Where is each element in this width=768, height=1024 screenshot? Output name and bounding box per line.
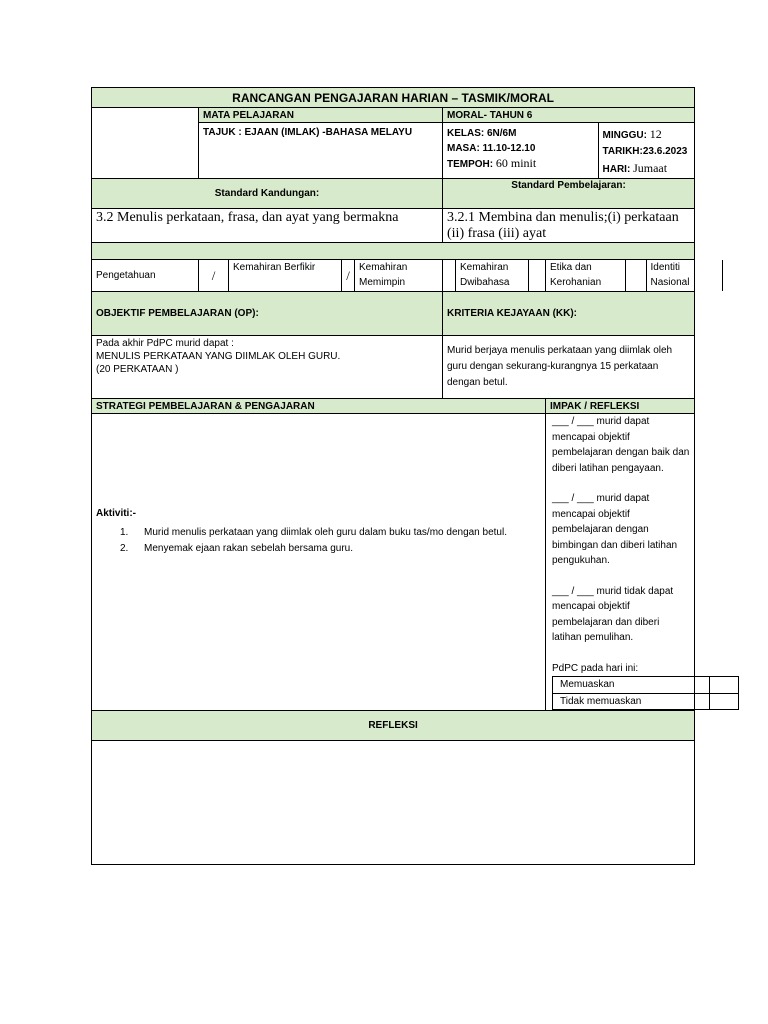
standard-pembelajaran-text: 3.2.1 Membina dan menulis;(i) perkataan (ii) frasa (iii) ayat [443,209,695,243]
masa: MASA: 11.10-12.10 [447,143,536,154]
aktiviti-label: Aktiviti:- [96,508,136,519]
aktiviti-item: 1. Murid menulis perkataan yang diimlak oleh guru dalam buku tas/mo dengan betul. [120,527,507,538]
skill-etika-kerohanian: Etika dan Kerohanian [546,260,625,291]
skill-kemahiran-berfikir: Kemahiran Berfikir [229,260,342,292]
skill-pengetahuan: Pengetahuan [92,260,199,292]
op-line-1: Pada akhir PdPC murid dapat : [96,338,234,349]
skill-kemahiran-memimpin: Kemahiran Memimpin [355,260,443,292]
minggu-label: MINGGU: [602,130,647,141]
strategi-label: STRATEGI PEMBELAJARAN & PENGAJARAN [92,399,546,414]
objektif-label: OBJEKTIF PEMBELAJARAN (OP): [92,292,443,336]
tempoh-label: TEMPOH: [447,159,494,170]
rph-form [91,87,694,865]
option-tidak-memuaskan: Tidak memuaskan [553,693,710,710]
skill-mark-pengetahuan: / [199,260,229,292]
impak-label: IMPAK / REFLEKSI [546,399,695,414]
kriteria-label: KRITERIA KEJAYAAN (KK): [443,292,695,336]
option-memuaskan: Memuaskan [553,677,710,694]
tarikh: TARIKH:23.6.2023 [602,146,688,157]
skill-mark-dwibahasa [528,260,545,291]
aktiviti-list [96,525,541,557]
refleksi-label: REFLEKSI [92,711,695,741]
tajuk: TAJUK : EJAAN (IMLAK) -BAHASA MELAYU [199,123,443,179]
aktiviti-item: 2. Menyemak ejaan rakan sebelah bersama guru. [120,543,354,554]
standard-kandungan-text: 3.2 Menulis perkataan, frasa, dan ayat yang bermakna [92,209,443,243]
op-line-3: (20 PERKATAAN ) [96,364,179,375]
pdpc-options [552,676,739,710]
standard-pembelajaran-label: Standard Pembelajaran: [443,179,695,209]
kelas: KELAS: 6N/6M [447,128,517,139]
standard-kandungan-label: Standard Kandungan: [92,179,443,209]
impak-bimbingan: ___ / ___ murid dapat mencapai objektif pembelajaran dengan bimbingan dan diberi latihan pengukuhan. [552,493,678,566]
op-line-2: MENULIS PERKATAAN YANG DIIMLAK OLEH GURU. [96,351,341,362]
refleksi-box[interactable] [92,741,695,865]
minggu-value: 12 [649,127,662,141]
kk-text: Murid berjaya menulis perkataan yang diimlak oleh guru dengan sekurang-kurangnya 15 perkataan dengan betul. [443,336,695,399]
skill-mark-memimpin [443,260,456,292]
skill-kemahiran-dwibahasa: Kemahiran Dwibahasa [456,260,528,291]
skill-mark-berfikir: / [342,260,355,292]
hari-label: HARI: [602,164,631,175]
rph-table [91,87,695,865]
pdpc-label: PdPC pada hari ini: [552,662,639,674]
mata-pelajaran-label: MATA PELAJARAN [199,108,443,123]
option-memuaskan-box[interactable] [710,677,739,694]
impak-baik: ___ / ___ murid dapat mencapai objektif pembelajaran dengan baik dan diberi latihan pengayaan. [552,416,690,474]
form-title: RANCANGAN PENGAJARAN HARIAN – TASMIK/MORAL [92,88,695,108]
impak-pemulihan: ___ / ___ murid tidak dapat mencapai objektif pembelajaran dan diberi latihan pemulihan. [552,585,674,643]
option-tidak-memuaskan-box[interactable] [710,693,739,710]
skill-mark-etika [625,260,646,291]
skill-identiti-nasional: Identiti Nasional [646,260,722,291]
hari-value: Jumaat [633,161,668,175]
tempoh-value: 60 minit [495,156,537,170]
mata-pelajaran-value: MORAL- TAHUN 6 [443,108,695,123]
